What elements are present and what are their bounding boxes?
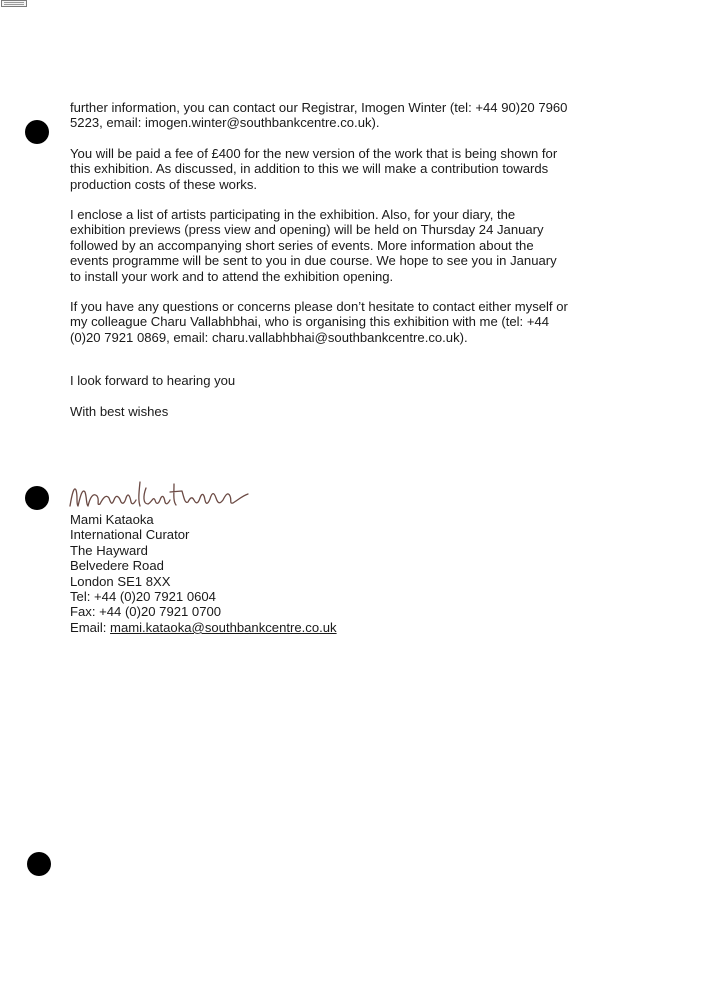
paragraph-fee: You will be paid a fee of £400 for the new version of the work that is being shown for this exhibition. As discussed, in addition to this we will make a contribution towards production costs of these works. [70, 145, 558, 192]
punch-hole-middle [25, 486, 49, 510]
letter-body [70, 100, 590, 419]
paragraph-contact: If you have any questions or concerns please don’t hesitate to contact either myself or my colleague Charu Vallabhbhai, who is organising this exhibition with me (tel: +44 (0)20 7921 0869, email: charu.vallabhbhai@southbankcentre.co.uk). [70, 299, 568, 345]
punch-hole-top [25, 120, 49, 144]
sender-email-link[interactable]: mami.kataoka@southbankcentre.co.uk [110, 619, 337, 635]
sender-fax: Fax: +44 (0)20 7921 0700 [70, 604, 222, 620]
sign-off: With best wishes [70, 403, 169, 419]
sender-block [70, 512, 337, 635]
handwritten-signature [66, 474, 266, 514]
sender-email-line [70, 620, 337, 635]
paragraph-previews: I enclose a list of artists participating in the exhibition. Also, for your diary, the exhibition previews (press view and opening) will be held on Thursday 24 January followed by an accompanying short series of events. More information about the events programme will be sent to you in due course. We hope to see you in January to install your work and to attend the exhibition opening. [70, 207, 557, 284]
sender-title: International Curator [70, 527, 190, 543]
sender-email-label: Email: [70, 619, 111, 635]
sender-city: London SE1 8XX [70, 573, 171, 589]
punch-hole-bottom [27, 852, 51, 876]
sender-tel: Tel: +44 (0)20 7921 0604 [70, 589, 216, 605]
sender-name: Mami Kataoka [70, 512, 154, 527]
sender-organisation: The Hayward [70, 542, 148, 558]
closing-line: I look forward to hearing you [70, 373, 236, 389]
sender-street: Belvedere Road [70, 558, 164, 574]
scan-stamp [1, 0, 27, 7]
paragraph-registrar: further information, you can contact our Registrar, Imogen Winter (tel: +44 90)20 7960 5223, email: imogen.winter@southbankcentre.co.uk). [70, 100, 568, 131]
